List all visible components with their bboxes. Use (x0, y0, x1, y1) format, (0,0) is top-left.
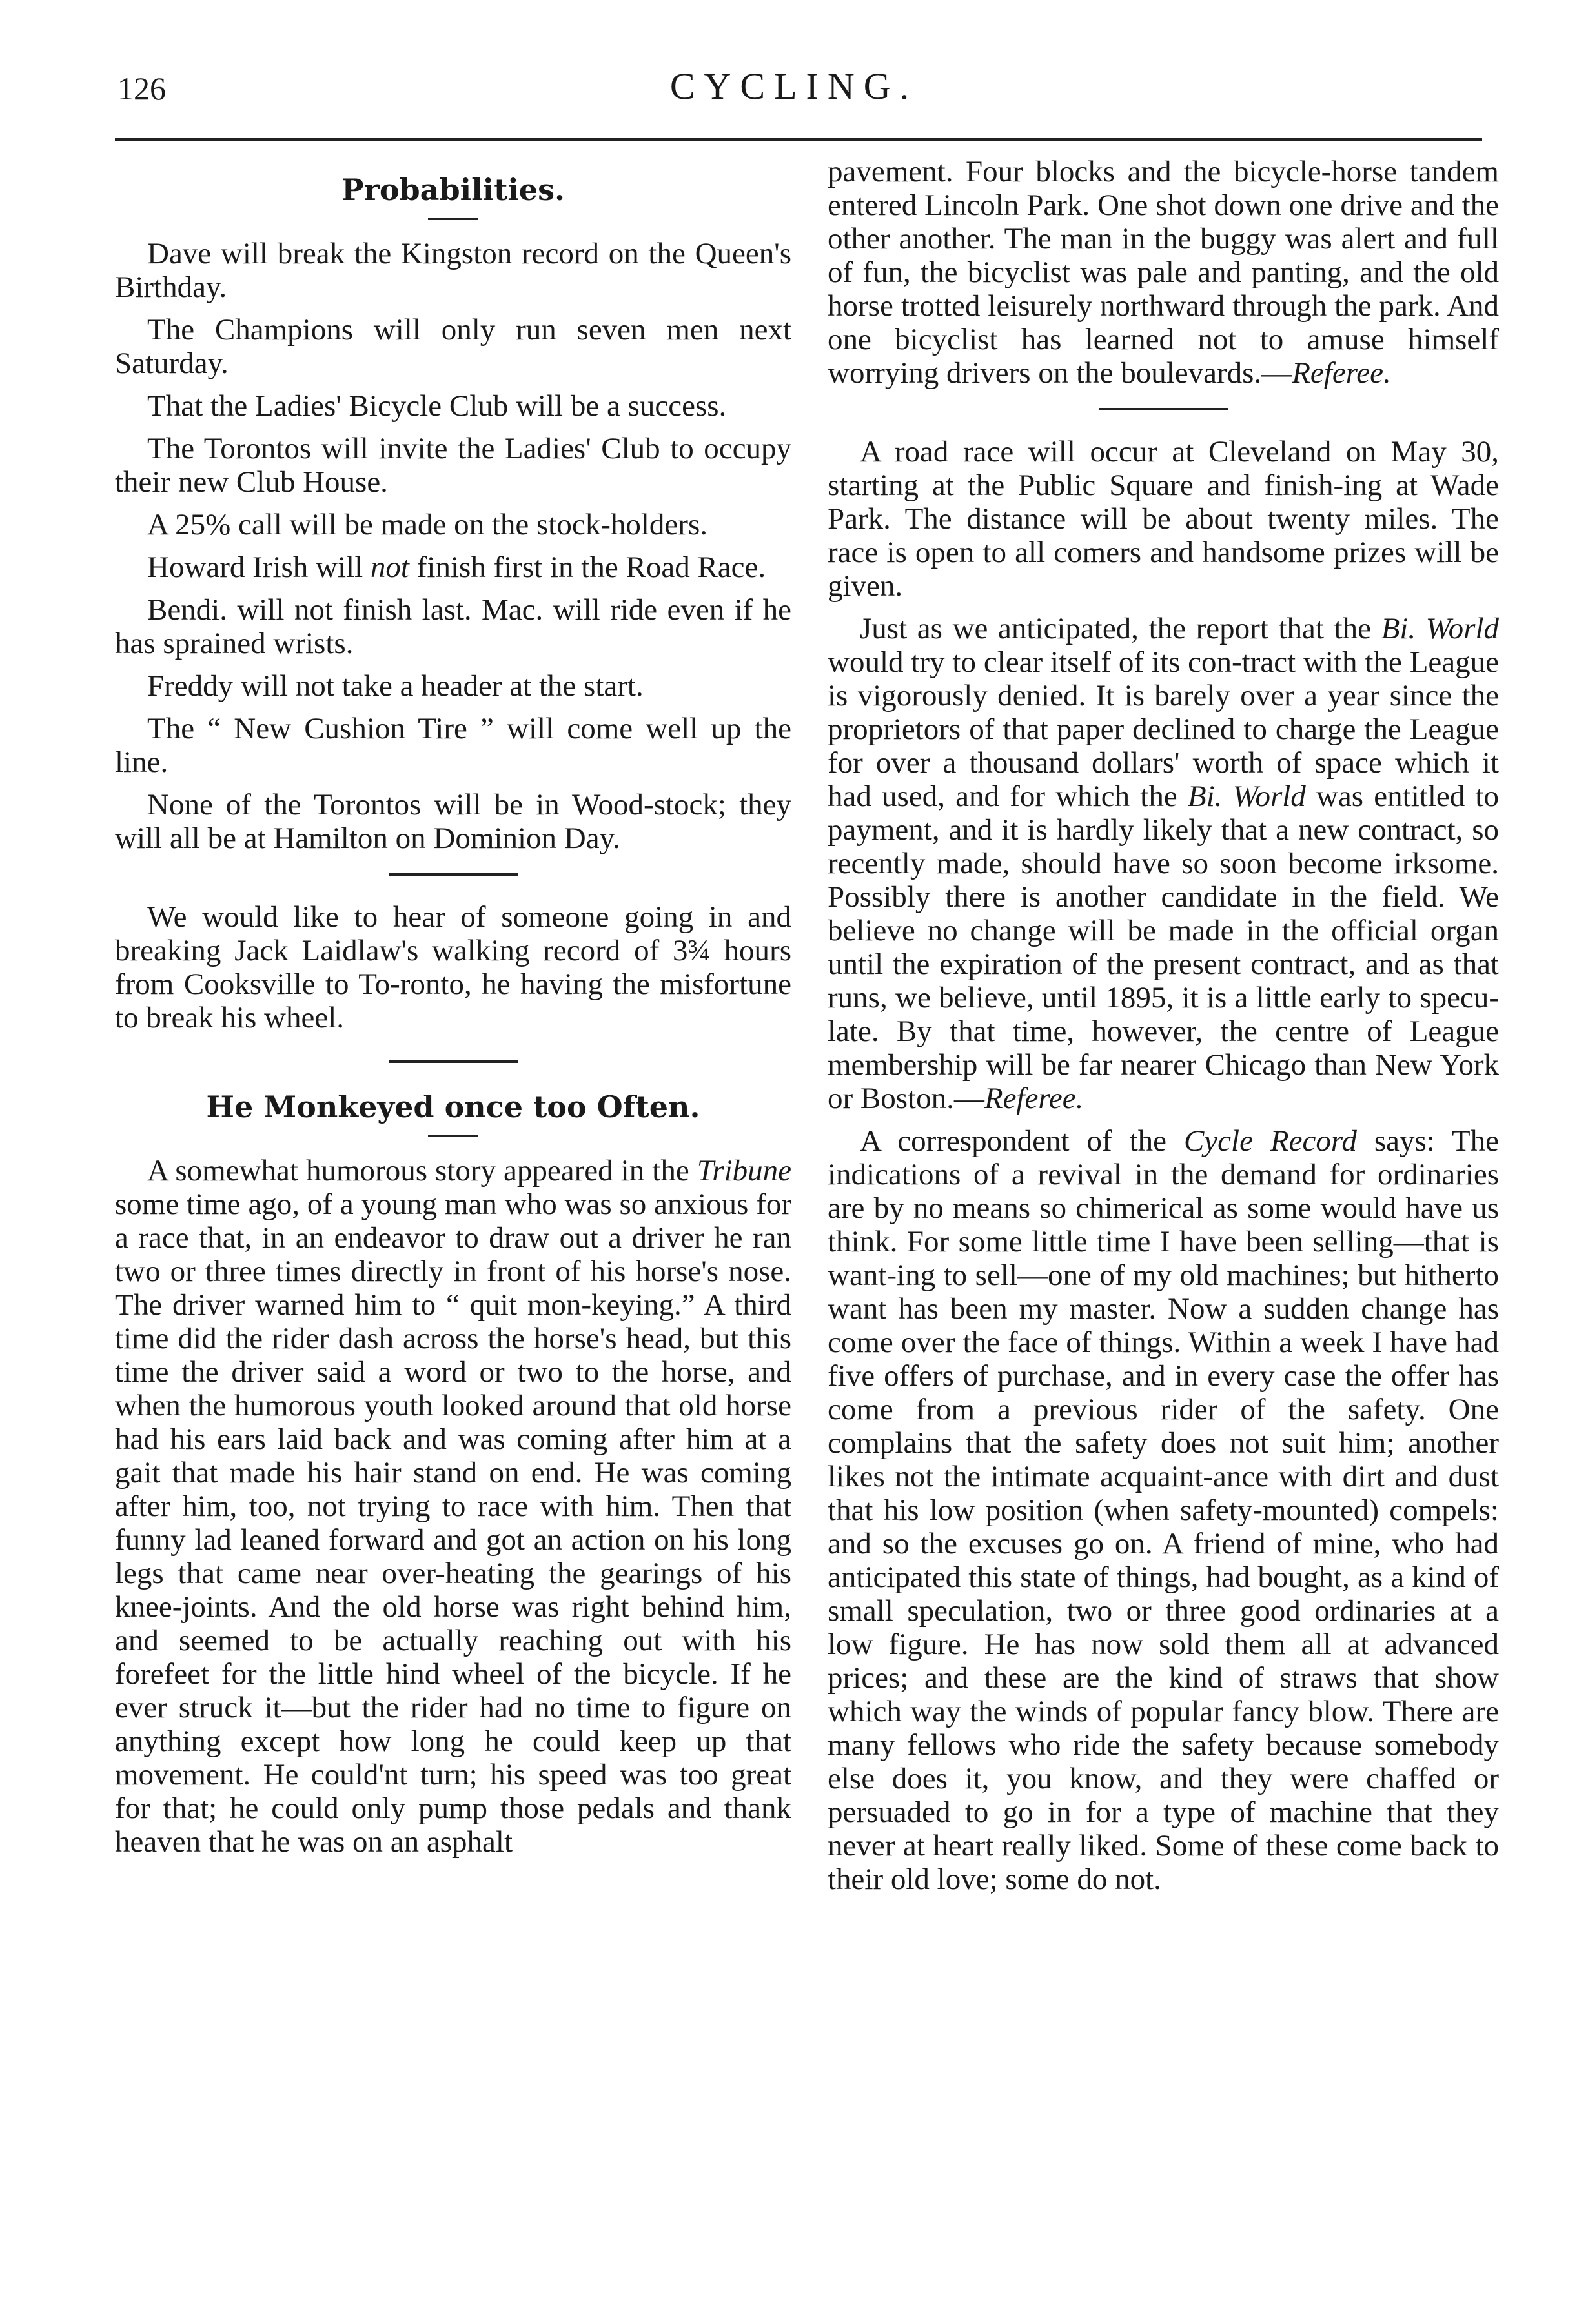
paragraph (828, 612, 1499, 1115)
text-run: some time ago, of a young man who was so anxious for a race that, in an endeavor to draw out a driver he ran two or three times directly in front of his horse's nose. The driver warned him to “ quit mon-keying.” A third time did the rider dash across the horse's head, but this time the driver said a word or two to the horse, and when the humorous youth looked around that old horse had his ears laid back and was coming after him at a gait that made his hair stand on end. He was coming after him, too, not trying to race with him. Then that funny lad leaned forward and got an action on his long legs that came near over-heating the gearings of his knee-joints. And the old horse was right behind him, and seemed to be actually reaching out with his forefeet for the little hind wheel of the bicycle. If he ever struck it—but the rider had no time to figure on anything except how long he could keep up that movement. He could'nt turn; his speed was too great for that; he could only pump those pedals and thank heaven that he was on an asphalt (115, 1187, 791, 1859)
paragraph (115, 551, 791, 584)
paragraph: Freddy will not take a header at the start. (147, 669, 644, 703)
text-run: A correspondent of the (860, 1124, 1184, 1158)
paragraph: The Champions will only run seven men next Saturday. (115, 313, 791, 380)
emphasis: Referee. (1292, 356, 1391, 390)
short-rule (428, 218, 478, 220)
short-rule (428, 1135, 478, 1137)
paragraph: That the Ladies' Bicycle Club will be a success. (147, 389, 727, 423)
paragraph: A road race will occur at Cleveland on May 30, starting at the Public Square and finish-ing at Wade Park. The distance will be about twenty miles. The race is open to all comers and handsome prizes will be given. (828, 435, 1499, 603)
paragraph: A 25% call will be made on the stock-holders. (147, 508, 707, 541)
text-run: would try to clear itself of its con-tract with the League is vigorously denied. It is barely over a year since the proprietors of that paper declined to charge the League for over a thousand dollars' worth of space which it had used, and for which the (828, 645, 1499, 813)
section-rule (389, 873, 518, 876)
text-run: Howard Irish will (147, 551, 371, 584)
emphasis: Bi. World (1381, 612, 1499, 645)
paragraph: The Torontos will invite the Ladies' Club to occupy their new Club House. (115, 432, 791, 499)
section-heading-probabilities: Probabilities. (341, 172, 565, 207)
paragraph: Dave will break the Kingston record on the Queen's Birthday. (115, 237, 791, 304)
page-number: 126 (117, 70, 166, 106)
emphasis: not (370, 551, 409, 584)
text-run: was entitled to payment, and it is hardly likely that a new contract, so recently made, should have so soon become irksome. Possibly there is another candidate in the field. We believe no change will be made in the official organ until the expiration of the present contract, and as that runs, we believe, until 1895, it is a little early to specu-late. By that time, however, the centre of League membership will be far nearer Chicago than New York or Boston.— (828, 780, 1499, 1115)
paragraph (115, 1154, 791, 1859)
text-run: says: The indications of a revival in the demand for ordinaries are by no means so chimerical as some would have us think. For some little time I have been selling—that is want-ing to sell—one of my old machines; but hitherto want has been my master. Now a sudden change has come over the face of things. Within a week I have had five offers of purchase, and in every case the offer has come from a previous rider of the safety. One complains that the safety does not suit him; another likes not the intimate acquaint-ance with dirt and dust that his low position (when safety-mounted) compels: and so the excuses go on. A friend of mine, who had anticipated this state of things, had bought, as a kind of small speculation, two or three good ordinaries at a low figure. He has now sold them all at advanced prices; and these are the kind of straws that show which way the winds of popular fancy blow. There are many fellows who ride the safety because somebody else does it, you know, and they were chaffed or persuaded to go in for a type of machine that they never at heart really liked. Some of these come back to their old love; some do not. (828, 1124, 1499, 1896)
section-rule (389, 1060, 518, 1063)
text-run: finish first in the Road Race. (409, 551, 766, 584)
paragraph: Bendi. will not finish last. Mac. will ride even if he has sprained wrists. (115, 593, 791, 660)
paragraph (828, 1124, 1499, 1896)
paragraph: We would like to hear of someone going in and breaking Jack Laidlaw's walking record of 3¾ hours from Cooksville to To-ronto, he having the misfortune to break his wheel. (115, 900, 791, 1035)
right-column (828, 155, 1499, 1905)
emphasis: Referee. (984, 1082, 1084, 1115)
section-rule (1099, 408, 1228, 410)
running-head: CYCLING. (669, 65, 919, 107)
emphasis: Tribune (697, 1154, 791, 1187)
header-rule (115, 138, 1482, 141)
emphasis: Bi. World (1187, 780, 1306, 813)
emphasis: Cycle Record (1183, 1124, 1357, 1158)
paragraph: The “ New Cushion Tire ” will come well up the line. (115, 712, 791, 779)
paragraph (828, 155, 1499, 390)
text-run: A somewhat humorous story appeared in the (147, 1154, 697, 1187)
left-column (115, 155, 791, 1868)
section-heading-monkeyed: He Monkeyed once too Often. (206, 1089, 700, 1124)
text-run: Just as we anticipated, the report that the (860, 612, 1381, 645)
paragraph: None of the Torontos will be in Wood-stock; they will all be at Hamilton on Dominion Day. (115, 788, 791, 855)
text-run: pavement. Four blocks and the bicycle-horse tandem entered Lincoln Park. One shot down one drive and the other another. The man in the buggy was alert and full of fun, the bicyclist was pale and panting, and the old horse trotted leisurely northward through the park. And one bicyclist has learned not to amuse himself worrying drivers on the boulevards.— (828, 155, 1499, 390)
